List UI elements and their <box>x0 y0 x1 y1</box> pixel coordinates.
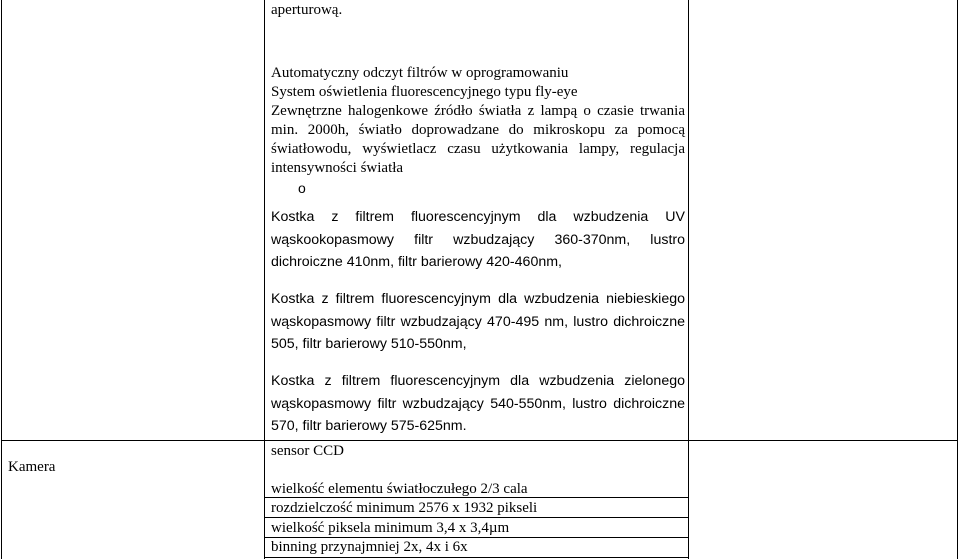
cube-blue-paragraph: Kostka z filtrem fluorescencyjnym dla wzbudzenia niebieskiego wąskopasmowy filtr wzbudzający 470-495 nm, lustro dichroiczne 505, filtr barierowy 510-550nm, <box>271 291 685 352</box>
table-border-left <box>1 0 2 559</box>
feature-line: Automatyczny odczyt filtrów w oprogramowaniu <box>271 65 569 81</box>
cube-uv-paragraph: Kostka z filtrem fluorescencyjnym dla wzbudzenia UV wąskookopasmowy filtr wzbudzający 360-370nm, lustro dichroiczne 410nm, filtr barierowy 420-460nm, <box>271 209 685 270</box>
table-divider-left <box>264 0 265 559</box>
lamp-paragraph: Zewnętrzne halogenkowe źródło światła z lampą o czasie trwania min. 2000h, światło doprowadzane do mikroskopu za pomocą światłowodu, wyświetlacz czasu użytkowania lampy, regulacja intensywności światła <box>271 103 685 176</box>
camera-spec-item: sensor CCD <box>271 443 344 459</box>
camera-label: Kamera <box>8 459 56 475</box>
table-divider-right <box>688 0 689 559</box>
continued-text: aperturową. <box>271 2 343 18</box>
row-divider-camera <box>1 440 958 441</box>
feature-line: System oświetlenia fluorescencyjnego typu fly-eye <box>271 84 578 100</box>
camera-spec-item: binning przynajmniej 2x, 4x i 6x <box>271 539 468 555</box>
cube-green-paragraph: Kostka z filtrem fluorescencyjnym dla wzbudzenia zielonego wąskopasmowy filtr wzbudzający 540-550nm, lustro dichroiczne 570, filtr barierowy 575-625nm. <box>271 373 685 434</box>
table-border-right <box>957 0 958 559</box>
camera-spec-item: rozdzielczość minimum 2576 x 1932 pikseli <box>271 500 538 516</box>
camera-spec-item: wielkość piksela minimum 3,4 x 3,4µm <box>271 520 510 536</box>
bullet-marker: o <box>298 180 306 196</box>
camera-spec-item: wielkość elementu światłoczułego 2/3 cala <box>271 481 528 497</box>
item-divider-4 <box>264 557 689 558</box>
